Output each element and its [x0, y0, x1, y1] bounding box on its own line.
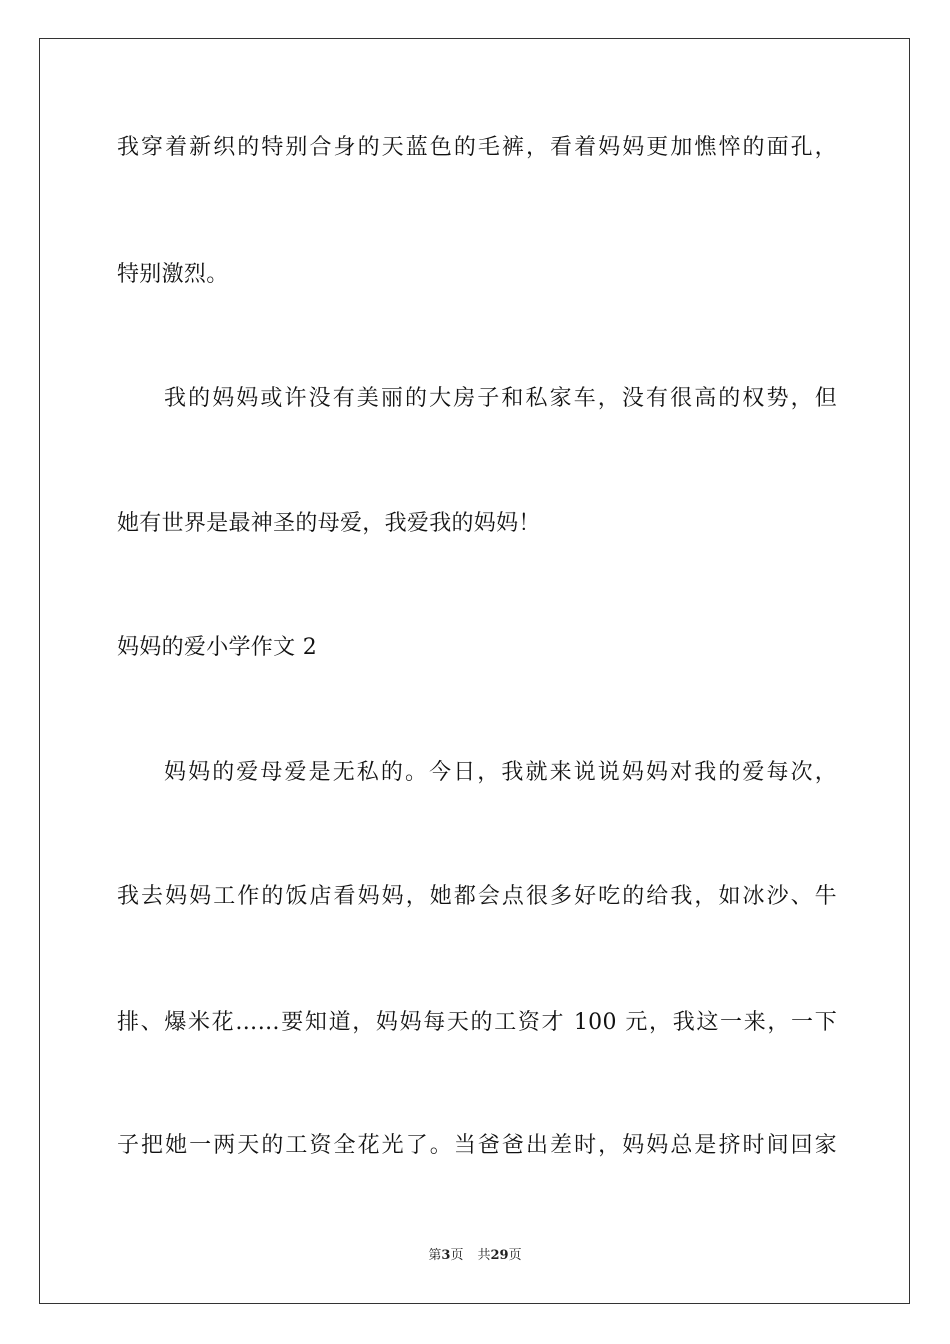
page-frame [39, 38, 910, 1304]
body-line-3: 我的妈妈或许没有美丽的大房子和私家车，没有很高的权势，但 [164, 386, 837, 411]
page-footer [0, 1247, 950, 1265]
body-line-9: 子把她一两天的工资全花光了。当爸爸出差时，妈妈总是挤时间回家 [117, 1133, 837, 1158]
section-heading: 妈妈的爱小学作文 2 [117, 635, 317, 660]
footer-page-prefix: 第 [428, 1248, 442, 1263]
body-line-4: 她有世界是最神圣的母爱，我爱我的妈妈！ [117, 511, 541, 536]
footer-page-suffix: 页 [450, 1248, 464, 1263]
footer-page-current: 3 [441, 1248, 451, 1263]
body-line-6: 妈妈的爱母爱是无私的。今日，我就来说说妈妈对我的爱每次， [164, 760, 837, 785]
body-line-2: 特别激烈。 [117, 262, 229, 287]
footer-total-prefix: 共 [477, 1248, 491, 1263]
footer-page-total: 29 [490, 1248, 509, 1263]
body-line-1: 我穿着新织的特别合身的天蓝色的毛裤，看着妈妈更加憔悴的面孔， [117, 135, 837, 160]
body-line-8: 排、爆米花……要知道，妈妈每天的工资才 100 元，我这一来，一下 [117, 1010, 837, 1035]
footer-total-suffix: 页 [508, 1248, 522, 1263]
body-line-7: 我去妈妈工作的饭店看妈妈，她都会点很多好吃的给我，如冰沙、牛 [117, 884, 837, 909]
